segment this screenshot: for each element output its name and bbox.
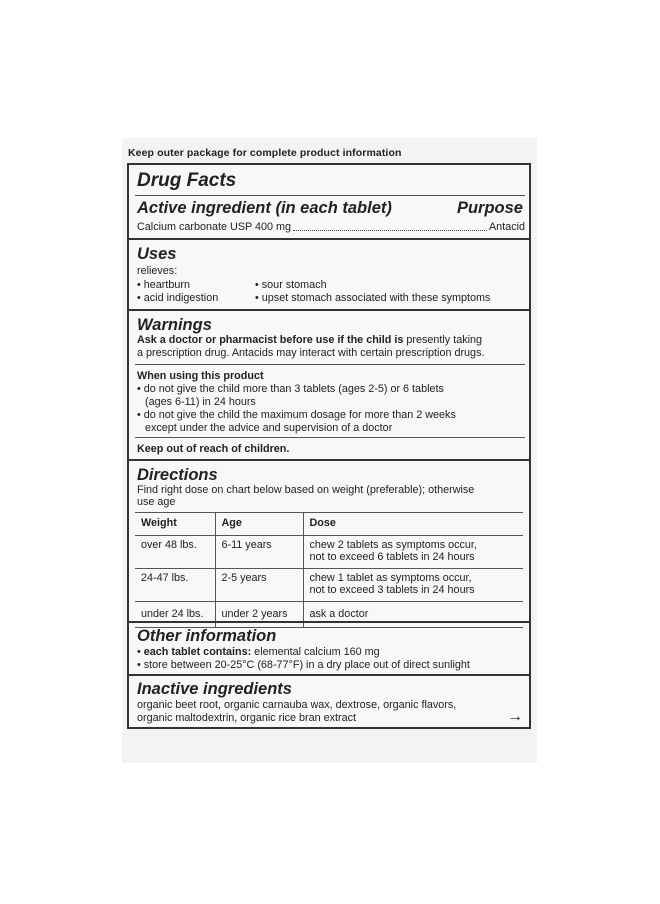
age-cell: under 2 years xyxy=(215,601,303,628)
inactive-ingredients-line-2: organic maltodextrin, organic rice bran extract xyxy=(137,712,357,724)
warnings-ask-line xyxy=(137,334,525,347)
use-item: • sour stomach xyxy=(255,279,327,292)
other-info-bullet-1-rest: elemental calcium 160 mg xyxy=(251,646,380,658)
dose-cell: ask a doctor xyxy=(303,601,523,628)
section-divider xyxy=(129,238,529,240)
when-using-heading: When using this product xyxy=(137,370,264,382)
warning-bullet-2: • do not give the child the maximum dosage for more than 2 weeks xyxy=(137,409,525,422)
dose-line: chew 1 tablet as symptoms occur, xyxy=(309,571,472,584)
dose-table-header xyxy=(135,513,523,536)
title-divider xyxy=(135,195,525,196)
leader-dots xyxy=(293,230,487,231)
use-item: • acid indigestion xyxy=(137,292,255,305)
weight-column-header: Weight xyxy=(135,513,215,536)
active-ingredient-header xyxy=(137,199,525,217)
drug-facts-title: Drug Facts xyxy=(137,170,237,191)
table-row xyxy=(135,535,523,568)
other-info-bullet-1-bold: each tablet contains: xyxy=(143,646,252,658)
warning-bullet-1-cont: (ages 6-11) in 24 hours xyxy=(145,396,256,408)
age-cell: 2-5 years xyxy=(215,568,303,601)
uses-row-2 xyxy=(137,292,525,305)
package-notice: Keep outer package for complete product information xyxy=(128,147,402,159)
uses-heading: Uses xyxy=(137,245,177,263)
drug-facts-panel xyxy=(127,163,531,729)
age-column-header: Age xyxy=(215,513,303,536)
warning-bullet-2-cont: except under the advice and supervision of a doctor xyxy=(145,422,393,434)
directions-heading: Directions xyxy=(137,466,218,484)
purpose-heading: Purpose xyxy=(456,199,523,217)
section-divider xyxy=(129,309,529,311)
weight-cell: over 48 lbs. xyxy=(135,535,215,568)
inactive-ingredients-heading: Inactive ingredients xyxy=(137,680,292,698)
warnings-divider xyxy=(135,437,525,438)
weight-cell: 24-47 lbs. xyxy=(135,568,215,601)
warnings-ask-bold: Ask a doctor or pharmacist before use if the child is xyxy=(137,334,404,346)
warnings-divider xyxy=(135,364,525,365)
dose-cell xyxy=(303,568,523,601)
keep-out-of-reach: Keep out of reach of children. xyxy=(137,443,290,455)
section-divider xyxy=(129,674,529,676)
table-row xyxy=(135,601,523,628)
uses-intro: relieves: xyxy=(137,265,178,277)
dose-column-header: Dose xyxy=(303,513,523,536)
other-info-bullet-1 xyxy=(137,646,525,659)
inactive-ingredients-line-1: organic beet root, organic carnauba wax, dextrose, organic flavors, xyxy=(137,699,457,711)
dose-table xyxy=(135,512,523,628)
warnings-heading: Warnings xyxy=(137,316,212,334)
continue-arrow-icon: → xyxy=(507,708,523,725)
warnings-ask-line-2: a prescription drug. Antacids may interact with certain prescription drugs. xyxy=(137,347,485,359)
other-info-bullet-2: • store between 20-25°C (68-77°F) in a dry place out of direct sunlight xyxy=(137,659,525,672)
section-divider xyxy=(129,621,529,623)
warnings-ask-rest: presently taking xyxy=(403,334,483,346)
active-ingredient-row xyxy=(137,221,525,234)
active-ingredient-heading: Active ingredient (in each tablet) xyxy=(137,199,392,217)
table-row xyxy=(135,568,523,601)
age-cell: 6-11 years xyxy=(215,535,303,568)
dose-line: not to exceed 3 tablets in 24 hours xyxy=(309,584,475,596)
dose-line: chew 2 tablets as symptoms occur, xyxy=(309,538,477,551)
dose-cell xyxy=(303,535,523,568)
directions-line-1: Find right dose on chart below based on weight (preferable); otherwise xyxy=(137,484,475,496)
uses-row-1 xyxy=(137,279,525,292)
weight-cell: under 24 lbs. xyxy=(135,601,215,628)
section-divider xyxy=(129,459,529,461)
active-ingredient-name: Calcium carbonate USP 400 mg xyxy=(137,221,292,233)
directions-line-2: use age xyxy=(137,496,176,508)
other-information-heading: Other information xyxy=(137,627,277,645)
use-item: • upset stomach associated with these symptoms xyxy=(255,292,490,305)
use-item: • heartburn xyxy=(137,279,255,292)
warning-bullet-1: • do not give the child more than 3 tablets (ages 2-5) or 6 tablets xyxy=(137,383,525,396)
dose-line: not to exceed 6 tablets in 24 hours xyxy=(309,551,475,563)
purpose-value: Antacid xyxy=(488,221,525,233)
